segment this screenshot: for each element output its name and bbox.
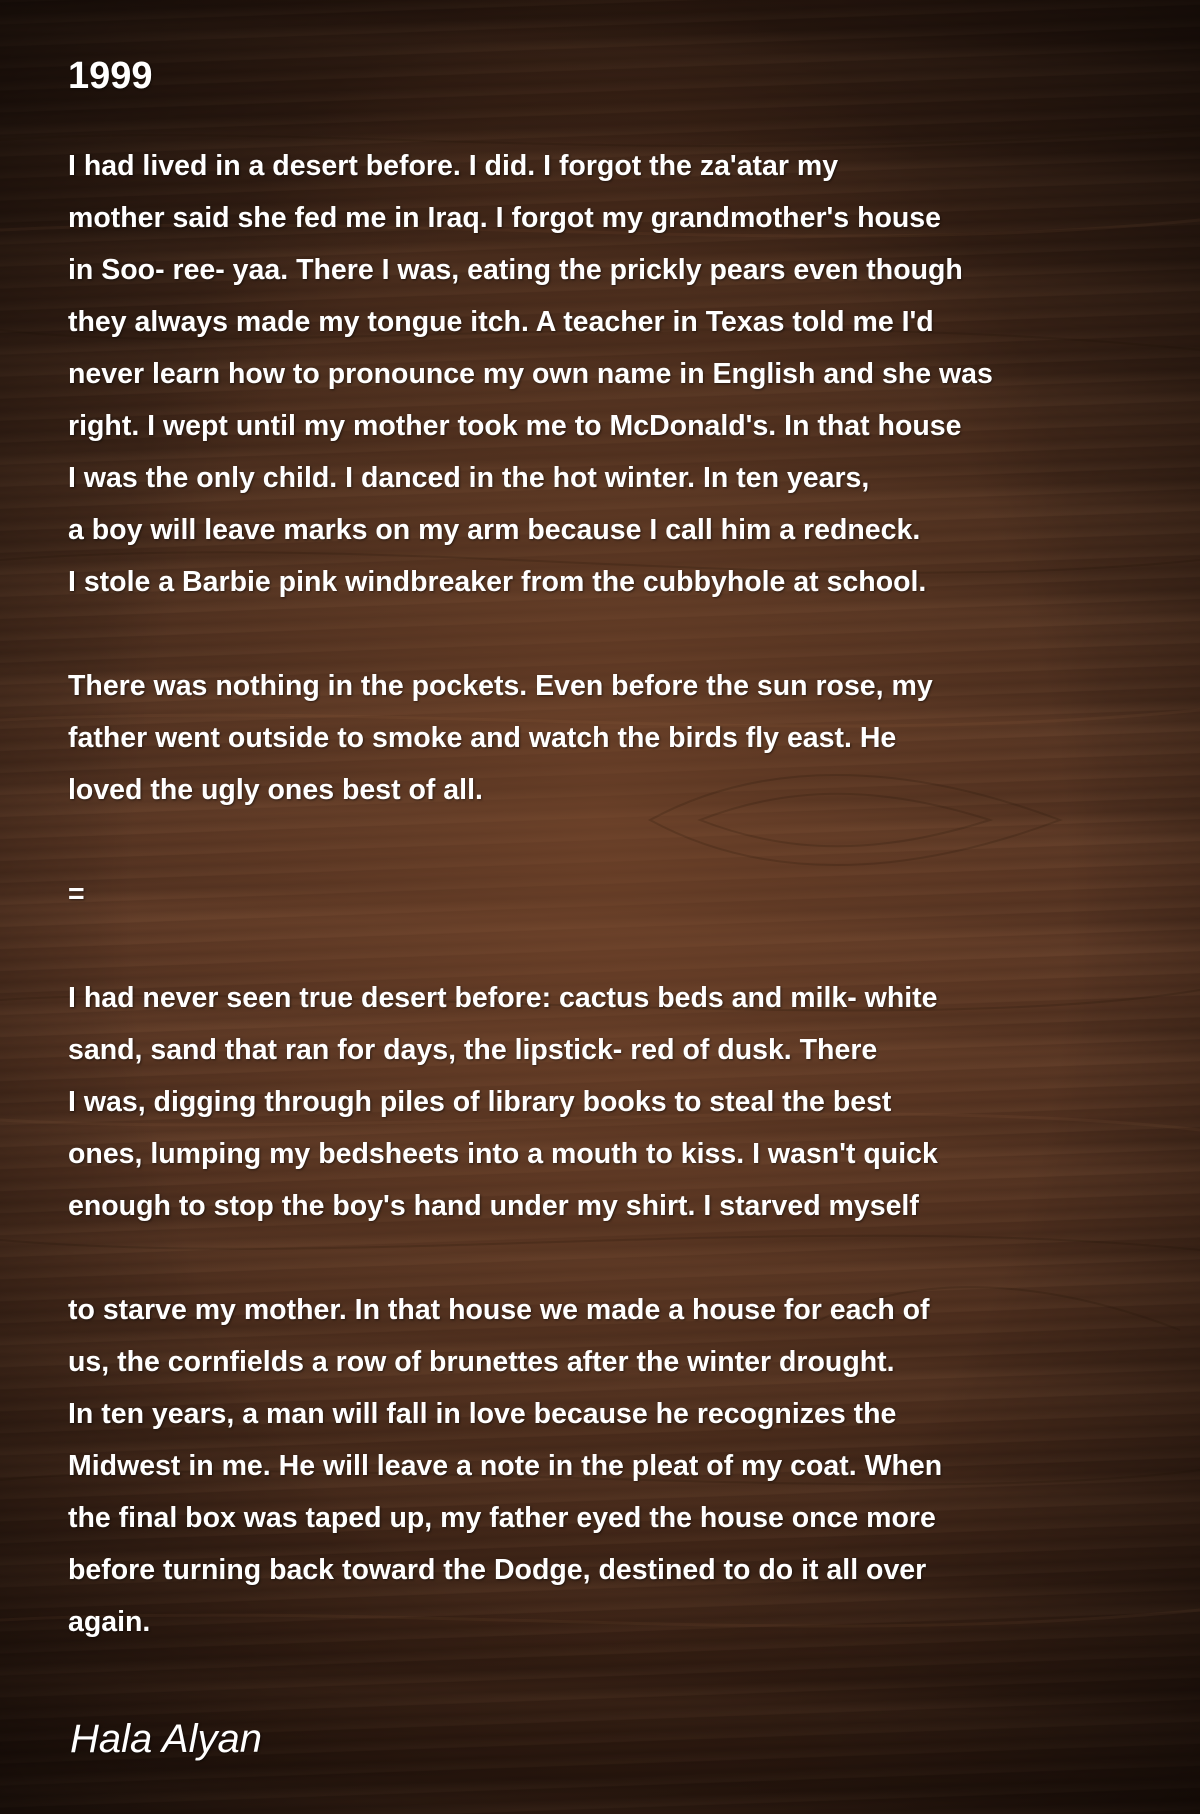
poem-stanza [68,868,1148,920]
poem-stanza [68,972,1148,1232]
poem-line: father went outside to smoke and watch the birds fly east. He [68,722,897,754]
poem-line: I had lived in a desert before. I did. I forgot the za'atar my [68,150,839,182]
poem-stanza [68,140,1148,608]
poem-stanza [68,660,1148,816]
poem-line: There was nothing in the pockets. Even before the sun rose, my [68,670,933,702]
poem-line: sand, sand that ran for days, the lipstick- red of dusk. There [68,1034,878,1066]
poem-line: loved the ugly ones best of all. [68,774,483,806]
poem-line: in Soo- ree- yaa. There I was, eating the prickly pears even though [68,254,963,286]
poem-line: never learn how to pronounce my own name in English and she was [68,358,993,390]
poem-line: mother said she fed me in Iraq. I forgot my grandmother's house [68,202,942,234]
poem-line: to starve my mother. In that house we made a house for each of [68,1294,930,1326]
poem-line: I stole a Barbie pink windbreaker from the cubbyhole at school. [68,566,927,598]
poem-line: the final box was taped up, my father eyed the house once more [68,1502,936,1534]
poem-stanza [68,1284,1148,1648]
poem-line: us, the cornfields a row of brunettes after the winter drought. [68,1346,895,1378]
poem-author: Hala Alyan [70,1717,262,1761]
poem-line: I was, digging through piles of library books to steal the best [68,1086,892,1118]
poem-line: they always made my tongue itch. A teacher in Texas told me I'd [68,306,934,338]
poem-line: a boy will leave marks on my arm because I call him a redneck. [68,514,921,546]
poem-title: 1999 [68,55,153,97]
poem-line: In ten years, a man will fall in love because he recognizes the [68,1398,897,1430]
poem-line: before turning back toward the Dodge, destined to do it all over [68,1554,927,1586]
poem-line: I had never seen true desert before: cactus beds and milk- white [68,982,938,1014]
poem-container [68,52,1148,1700]
poem-line: again. [68,1606,151,1638]
poem-line: right. I wept until my mother took me to McDonald's. In that house [68,410,962,442]
poem-line: = [68,878,85,910]
poem-body [68,140,1148,1648]
poem-line: I was the only child. I danced in the hot winter. In ten years, [68,462,870,494]
poem-line: Midwest in me. He will leave a note in the pleat of my coat. When [68,1450,943,1482]
poem-line: ones, lumping my bedsheets into a mouth to kiss. I wasn't quick [68,1138,938,1170]
poem-line: enough to stop the boy's hand under my shirt. I starved myself [68,1190,919,1222]
